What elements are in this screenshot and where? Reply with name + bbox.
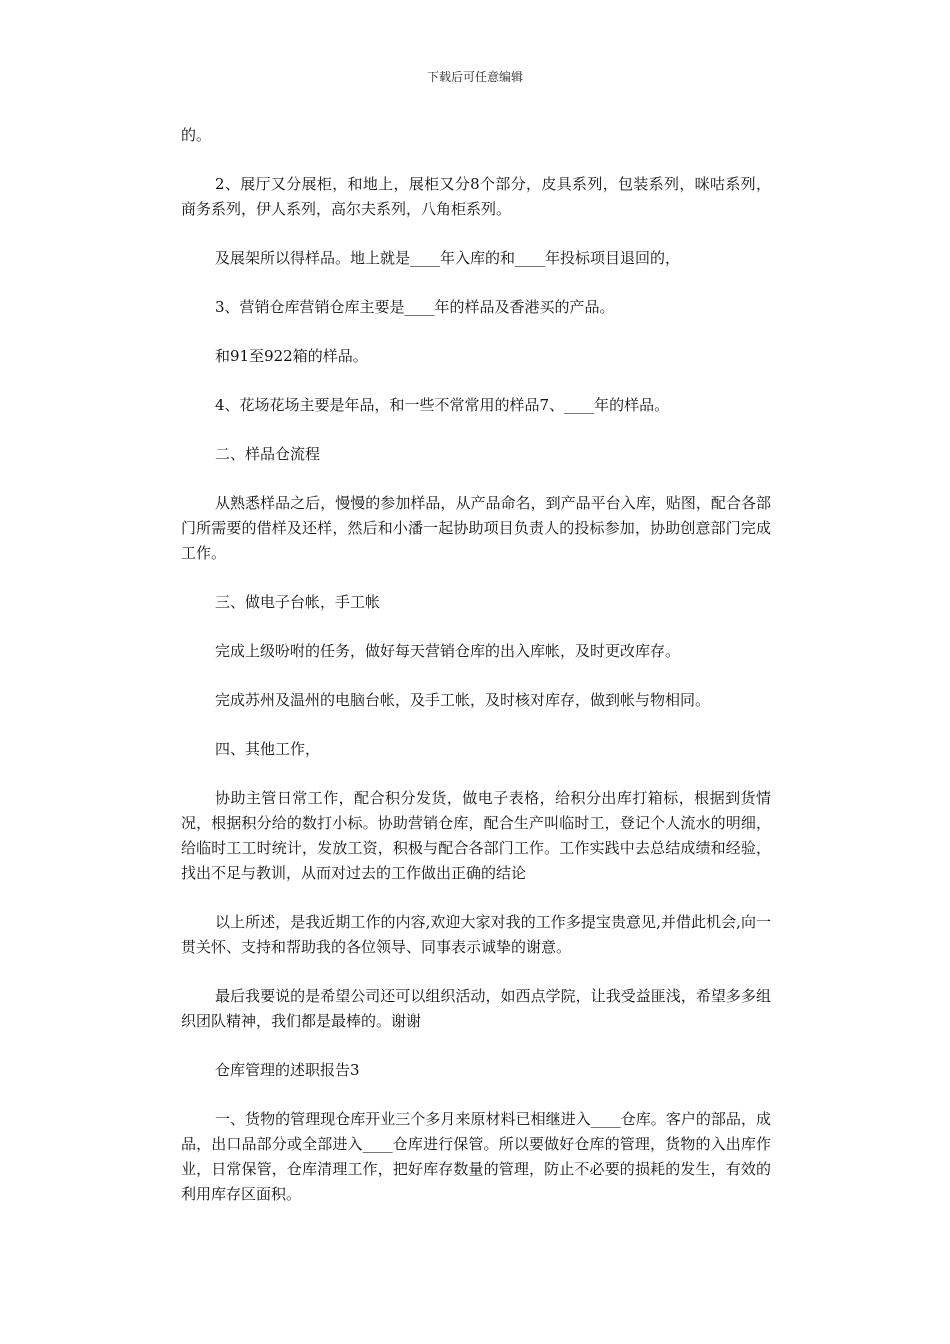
paragraph: 最后我要说的是希望公司还可以组织活动，如西点学院，让我受益匪浅，希望多多组织团队精神，我们都是最棒的。谢谢 — [181, 987, 771, 1030]
paragraph: 完成苏州及温州的电脑台帐，及手工帐，及时核对库存，做到帐与物相同。 — [215, 691, 711, 709]
report-title: 仓库管理的述职报告3 — [215, 1061, 360, 1079]
section-heading: 三、做电子台帐，手工帐 — [215, 593, 381, 611]
paragraph-item-3: 3、营销仓库营销仓库主要是____年的样品及香港买的产品。 — [215, 298, 615, 316]
paragraph: 及展架所以得样品。地上就是____年入库的和____年投标项目退回的， — [215, 249, 681, 267]
document-body — [181, 123, 771, 1207]
paragraph: 以上所述，是我近期工作的内容,欢迎大家对我的工作多提宝贵意见,并借此机会,向一贯关怀、支持和帮助我的各位领导、同事表示诚挚的谢意。 — [181, 913, 771, 956]
section-heading: 四、其他工作， — [215, 740, 321, 758]
page-header: 下载后可任意编辑 — [426, 70, 523, 84]
section-heading: 二、样品仓流程 — [215, 445, 321, 463]
paragraph: 协助主管日常工作，配合积分发货，做电子表格，给积分出库打箱标，根据到货情况，根据积分给的数打小标。协助营销仓库，配合生产叫临时工，登记个人流水的明细，给临时工工时统计，发放工资，积极与配合各部门工作。工作实践中去总结成绩和经验，找出不足与教训，从而对过去的工作做出正确的结论 — [181, 789, 771, 882]
paragraph: 完成上级吩咐的任务，做好每天营销仓库的出入库帐，及时更改库存。 — [215, 642, 681, 660]
paragraph-item-2: 2、展厅又分展柜，和地上，展柜又分8个部分，皮具系列，包装系列，咪咕系列，商务系列，伊人系列，高尔夫系列，八角柜系列。 — [181, 175, 771, 218]
paragraph: 从熟悉样品之后，慢慢的参加样品，从产品命名，到产品平台入库，贴图，配合各部门所需要的借样及还样，然后和小潘一起协助项目负责人的投标参加，协助创意部门完成工作。 — [181, 494, 771, 562]
paragraph-item-4: 4、花场花场主要是年品，和一些不常常用的样品7、____年的样品。 — [215, 396, 670, 414]
paragraph: 和91至922箱的样品。 — [215, 347, 368, 365]
paragraph: 一、货物的管理现仓库开业三个多月来原材料已相继进入____仓库。客户的部品，成品，出口品部分或全部进入____仓库进行保管。所以要做好仓库的管理，货物的入出库作业，日常保管，仓库清理工作，把好库存数量的管理，防止不必要的损耗的发生，有效的利用库存区面积。 — [181, 1110, 771, 1203]
paragraph-continuation: 的。 — [181, 126, 212, 144]
